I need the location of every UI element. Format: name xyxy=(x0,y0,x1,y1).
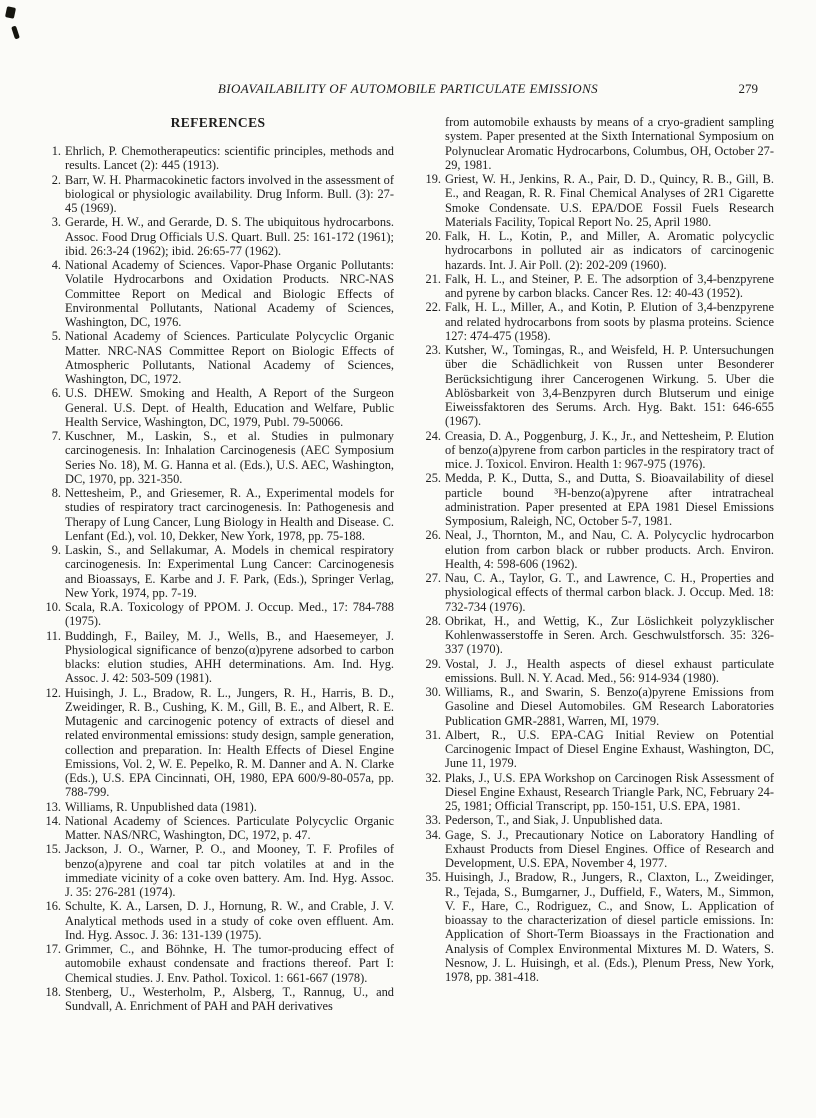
reference-number: 9. xyxy=(51,543,61,557)
reference-text: Nettesheim, P., and Griesemer, R. A., Experimental models for studies of respiratory tract carcinogenesis. In: Pathogenesis and Therapy of Lung Cancer, Lung Biology in Health and Disease. C. Lenfant (Ed.), vol. 10, Dekker, New York, 1978, pp. 75-188. xyxy=(65,486,394,543)
reference-entry xyxy=(42,629,394,686)
reference-text: U.S. DHEW. Smoking and Health, A Report of the Surgeon General. U.S. Dept. of Health, Education and Welfare, Public Health Service, Washington, DC, 1979, Publ. 79-50066. xyxy=(65,386,394,429)
reference-number: 21. xyxy=(425,271,441,286)
reference-text: Falk, H. L., Kotin, P., and Miller, A. Aromatic polycyclic hydrocarbons in polluted air as indicators of carcinogenic hazards. Int. J. Air Poll. (2): 202-209 (1960). xyxy=(445,229,774,272)
reference-text: Plaks, J., U.S. EPA Workshop on Carcinogen Risk Assessment of Diesel Engine Exhaust, Research Triangle Park, NC, February 24-25, 1981; Official Transcript, pp. 150-151, U.S. EPA, 1981. xyxy=(445,770,774,813)
reference-text: Kutsher, W., Tomingas, R., and Weisfeld, H. P. Untersuchungen über die Schädlichkeit von Russen unter Besonderer Berücksichtigung ihrer Cancerogenen Wirkung. 5. Uber die Ablösbarkeit von 3,4-Benzpyren durch Blutserum und einige Eiweissfaktoren des Serums. Arch. Hyg. Bakt. 151: 646-655 (1967). xyxy=(445,343,774,429)
reference-text: Laskin, S., and Sellakumar, A. Models in chemical respiratory carcinogenesis. In: Experimental Lung Cancer: Carcinogenesis and Bioassays, E. Karbe and J. F. Park, (Eds.), Springer Verlag, New York, 1974, pp. 7-19. xyxy=(65,543,394,600)
reference-number: 32. xyxy=(425,770,441,785)
reference-text: National Academy of Sciences. Vapor-Phase Organic Pollutants: Volatile Hydrocarbons and Oxidation Products. NRC-NAS Committee Report on Medical and Biologic Effects of Environmental Pollutants, National Academy of Sciences, Washington, DC, 1976. xyxy=(65,258,394,329)
reference-entry xyxy=(42,543,394,600)
reference-number: 27. xyxy=(425,571,441,585)
reference-text: Grimmer, C., and Böhnke, H. The tumor-producing effect of automobile exhaust condensate and fractions thereof. Part I: Chemical studies. J. Env. Pathol. Toxicol. 1: 661-667 (1978). xyxy=(65,942,394,985)
reference-text: Pederson, T., and Siak, J. Unpublished data. xyxy=(445,813,663,828)
reference-entry xyxy=(422,272,774,301)
reference-text: Buddingh, F., Bailey, M. J., Wells, B., and Haesemeyer, J. Physiological significance of benzo(α)pyrene adsorbed to carbon blacks: elution studies, AHH determinations. Am. Ind. Hyg. Assoc. J. 42: 503-509 (1981). xyxy=(65,628,394,686)
reference-entry xyxy=(42,985,394,1014)
reference-number: 10. xyxy=(45,600,61,614)
page-header xyxy=(42,80,774,98)
reference-text: Gerarde, H. W., and Gerarde, D. S. The ubiquitous hydrocarbons. Assoc. Food Drug Officials U.S. Quart. Bull. 25: 161-172 (1961); ibid. 26:3-24 (1962); ibid. 26:65-77 (1962). xyxy=(65,215,394,258)
reference-number: 20. xyxy=(425,229,441,243)
reference-entry xyxy=(422,471,774,528)
reference-continuation xyxy=(422,115,774,172)
left-column xyxy=(42,115,394,1094)
reference-number: 25. xyxy=(425,471,441,486)
reference-text: Medda, P. K., Dutta, S., and Dutta, S. Bioavailability of diesel particle bound ³H-benzo(a)pyrene after intratracheal administration. Paper presented at EPA 1981 Diesel Emissions Symposium, Raleigh, NC, October 5-7, 1981. xyxy=(445,471,774,528)
reference-entry xyxy=(422,229,774,272)
reference-number: 6. xyxy=(51,386,61,401)
reference-text: Falk, H. L., and Steiner, P. E. The adsorption of 3,4-benzpyrene and pyrene by carbon blacks. Cancer Res. 12: 40-43 (1952). xyxy=(445,271,774,300)
reference-entry xyxy=(422,429,774,472)
reference-text: Nau, C. A., Taylor, G. T., and Lawrence, C. H., Properties and physiological effects of thermal carbon black. J. Occup. Med. 18: 732-734 (1976). xyxy=(445,571,774,614)
reference-text: National Academy of Sciences. Particulate Polycyclic Organic Matter. NRC-NAS Committee Report on Biologic Effects of Atmospheric Pollutants, National Academy of Sciences, Washington, DC, 1972. xyxy=(65,329,394,386)
reference-text: Kuschner, M., Laskin, S., et al. Studies in pulmonary carcinogenesis. In: Inhalation Carcinogenesis (AEC Symposium Series No. 18), M. G. Hanna et al. (Eds.), U.S. AEC, Washington, DC, 1970, pp. 321-350. xyxy=(65,429,394,486)
reference-entry xyxy=(422,528,774,571)
reference-text: Vostal, J. J., Health aspects of diesel exhaust particulate emissions. Bull. N. Y. Acad. Med., 56: 914-934 (1980). xyxy=(445,656,774,685)
right-column xyxy=(422,115,774,1094)
reference-continuation-text: from automobile exhausts by means of a cryo-gradient sampling system. Paper presented at the Sixth International Symposium on Polynuclear Aromatic Hydrocarbons, Columbus, OH, October 27-29, 1981. xyxy=(445,115,774,172)
reference-text: Falk, H. L., Miller, A., and Kotin, P. Elution of 3,4-benzpyrene and related hydrocarbons from soots by plasma proteins. Science 127: 474-475 (1958). xyxy=(445,300,774,343)
reference-list-left xyxy=(42,144,394,1013)
reference-text: Barr, W. H. Pharmacokinetic factors involved in the assessment of biological or physiologic availability. Drug Inform. Bull. (3): 27-45 (1969). xyxy=(65,172,394,215)
reference-number: 8. xyxy=(51,486,61,500)
reference-number: 26. xyxy=(425,528,441,543)
reference-number: 13. xyxy=(45,799,61,814)
running-title: BIOAVAILABILITY OF AUTOMOBILE PARTICULATE EMISSIONS xyxy=(217,81,599,96)
reference-number: 23. xyxy=(425,343,441,357)
reference-entry xyxy=(42,386,394,429)
reference-number: 2. xyxy=(51,172,61,187)
reference-text: National Academy of Sciences. Particulate Polycyclic Organic Matter. NAS/NRC, Washington, DC, 1972, p. 47. xyxy=(65,813,394,842)
scan-artifact xyxy=(5,6,16,19)
reference-number: 24. xyxy=(425,428,441,443)
reference-number: 28. xyxy=(425,613,441,628)
reference-entry xyxy=(42,600,394,629)
reference-entry xyxy=(422,685,774,728)
reference-entry xyxy=(42,842,394,899)
reference-number: 17. xyxy=(45,942,61,956)
reference-entry xyxy=(422,300,774,343)
reference-text: Huisingh, J., Bradow, R., Jungers, R., Claxton, L., Zweidinger, R., Tejada, S., Bumgarner, J., Duffield, F., Waters, M., Simmon, V. F., Hare, C., Rodriguez, C., and Snow, L. Application of bioassay to the characterization of diesel particle emissions. In: Application of Short-Term Bioassays in the Fractionation and Analysis of Complex Environmental Mixtures M. D. Waters, S. Nesnow, J. L. Huisingh, et al. (Eds.), Plenum Press, New York, 1978, pp. 381-418. xyxy=(445,870,774,984)
reference-entry xyxy=(422,343,774,429)
reference-text: Ehrlich, P. Chemotherapeutics: scientific principles, methods and results. Lancet (2): 445 (1913). xyxy=(65,144,394,173)
reference-entry xyxy=(42,144,394,173)
reference-entry xyxy=(42,942,394,985)
reference-entry xyxy=(42,215,394,258)
reference-text: Jackson, J. O., Warner, P. O., and Mooney, T. F. Profiles of benzo(a)pyrene and coal tar pitch volatiles at and in the immediate vicinity of a coke oven battery. Am. Ind. Hyg. Assoc. J. 35: 276-281 (1974). xyxy=(65,842,394,899)
reference-entry xyxy=(42,899,394,942)
reference-text: Stenberg, U., Westerholm, P., Alsberg, T., Rannug, U., and Sundvall, A. Enrichment of PAH and PAH derivatives xyxy=(65,984,394,1013)
reference-number: 31. xyxy=(425,727,441,742)
reference-list-right xyxy=(422,172,774,984)
reference-entry xyxy=(422,870,774,984)
reference-entry xyxy=(42,173,394,216)
reference-number: 3. xyxy=(51,215,61,230)
reference-entry xyxy=(422,828,774,871)
reference-number: 12. xyxy=(45,685,61,700)
reference-text: Huisingh, J. L., Bradow, R. L., Jungers, R. H., Harris, B. D., Zweidinger, R. B., Cushing, K. M., Gill, B. E., and Albert, R. E. Mutagenic and carcinogenic potency of extracts of diesel and related environmental emissions: study design, sample generation, collection and preparation. In: Health Effects of Diesel Engine Emissions, Vol. 2, W. E. Pepelko, R. M. Danner and A. N. Clarke (Eds.), U.S. EPA Cincinnati, OH, 1980, EPA 600/9-80-057a, pp. 788-799. xyxy=(65,685,394,800)
reference-entry xyxy=(42,429,394,486)
reference-entry xyxy=(422,614,774,657)
reference-number: 1. xyxy=(51,144,61,158)
reference-entry xyxy=(422,571,774,614)
reference-text: Gage, S. J., Precautionary Notice on Laboratory Handling of Exhaust Products from Diesel Engines. Office of Research and Development, U.S. EPA, November 4, 1977. xyxy=(445,827,774,870)
reference-text: Neal, J., Thornton, M., and Nau, C. A. Polycyclic hydrocarbon elution from carbon black or rubber products. Arch. Environ. Health, 4: 598-606 (1962). xyxy=(445,528,774,571)
reference-text: Williams, R., and Swarin, S. Benzo(a)pyrene Emissions from Gasoline and Diesel Automobiles. GM Research Laboratories Publication GMR-2881, Warren, MI, 1979. xyxy=(445,685,774,728)
reference-number: 35. xyxy=(425,870,441,885)
reference-number: 14. xyxy=(45,813,61,828)
reference-number: 4. xyxy=(51,258,61,272)
reference-entry xyxy=(42,814,394,843)
reference-text: Albert, R., U.S. EPA-CAG Initial Review on Potential Carcinogenic Impact of Diesel Engine Exhaust, Washington, DC, June 11, 1979. xyxy=(445,727,774,771)
reference-number: 22. xyxy=(425,300,441,315)
reference-number: 5. xyxy=(51,329,61,344)
reference-entry xyxy=(422,657,774,686)
reference-text: Williams, R. Unpublished data (1981). xyxy=(65,799,257,814)
reference-number: 33. xyxy=(425,813,441,828)
reference-entry xyxy=(42,258,394,329)
reference-entry xyxy=(42,800,394,814)
reference-entry xyxy=(42,686,394,800)
reference-text: Obrikat, H., and Wettig, K., Zur Löslichkeit polyzyklischer Kohlenwasserstoffe in Seren. Arch. Geschwulstforsch. 35: 326-337 (1970). xyxy=(445,613,774,657)
page-number: 279 xyxy=(738,81,758,96)
reference-number: 34. xyxy=(425,827,441,842)
reference-entry xyxy=(422,813,774,827)
two-column-body xyxy=(42,115,774,1094)
reference-number: 18. xyxy=(45,984,61,999)
scan-artifact xyxy=(11,26,20,40)
reference-text: Creasia, D. A., Poggenburg, J. K., Jr., and Nettesheim, P. Elution of benzo(a)pyrene from carbon particles in the respiratory tract of mice. J. Toxicol. Environ. Health 1: 967-975 (1976). xyxy=(445,428,774,471)
reference-number: 30. xyxy=(425,685,441,699)
reference-text: Griest, W. H., Jenkins, R. A., Pair, D. D., Quincy, R. B., Gill, B. E., and Reagan, R. R. Final Chemical Analyses of 2R1 Cigarette Smoke Condensate. U.S. EPA/DOE Fossil Fuels Research Materials Facility, Topical Report No. 25, April 1980. xyxy=(445,172,774,229)
reference-text: Schulte, K. A., Larsen, D. J., Hornung, R. W., and Crable, J. V. Analytical methods used in a study of coke oven effluent. Am. Ind. Hyg. Assoc. J. 36: 131-139 (1975). xyxy=(65,899,394,942)
references-heading: REFERENCES xyxy=(170,115,266,130)
reference-entry xyxy=(42,486,394,543)
reference-entry xyxy=(422,771,774,814)
reference-entry xyxy=(422,728,774,771)
reference-number: 16. xyxy=(45,899,61,914)
reference-number: 11. xyxy=(45,628,61,643)
reference-entry xyxy=(422,172,774,229)
reference-number: 15. xyxy=(45,842,61,857)
reference-entry xyxy=(42,329,394,386)
reference-text: Scala, R.A. Toxicology of PPOM. J. Occup. Med., 17: 784-788 (1975). xyxy=(65,600,394,629)
reference-number: 19. xyxy=(425,172,441,186)
reference-number: 7. xyxy=(51,429,61,443)
reference-number: 29. xyxy=(425,656,441,671)
